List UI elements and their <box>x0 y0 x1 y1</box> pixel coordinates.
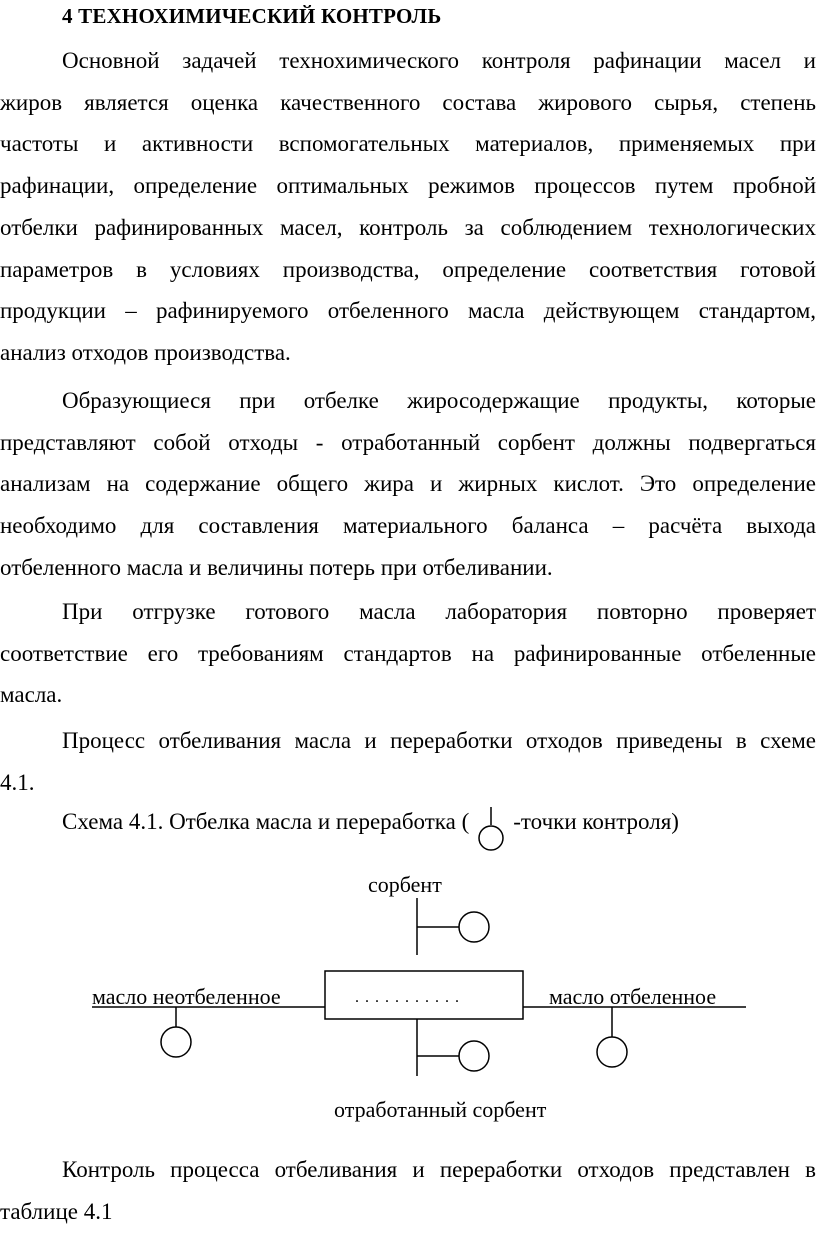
oil-out-label: масло отбеленное <box>549 984 717 1009</box>
text-line: представляют собой отходы - отработанный сорбент должны подвергаться <box>0 429 816 455</box>
text-line: необходимо для составления материального баланса – расчёта выхода <box>0 513 816 539</box>
text-line: параметров в условиях производства, определение соответствия готовой <box>0 256 816 282</box>
text-line: соответствие его требованиям стандартов на рафинированные отбеленные <box>0 640 816 666</box>
text-line: При отгрузке готового масла лаборатория повторно проверяет <box>62 599 816 624</box>
text-line: Основной задачей технохимического контроля рафинации масел и <box>62 48 816 73</box>
text-line: анализ отходов производства. <box>0 339 291 365</box>
spent-sorbent-label: отработанный сорбент <box>334 1097 547 1122</box>
text-line: Процесс отбеливания масла и переработки отходов приведены в схеме <box>62 728 816 753</box>
oil-out-control-point <box>597 1037 627 1067</box>
text-line: отбелки рафинированных масел, контроль за соблюдением технологических <box>0 214 816 240</box>
text-line: продукции – рафинируемого отбеленного масла действующем стандартом, <box>0 298 816 324</box>
text-line: анализам на содержание общего жира и жирных кислот. Это определение <box>0 471 816 497</box>
text-line: Образующиеся при отбелке жиросодержащие продукты, которые <box>62 388 816 413</box>
scheme-caption-text: Схема 4.1. Отбелка масла и переработка ( <box>62 809 470 834</box>
text-line: масла. <box>0 682 63 708</box>
paragraph-main-task <box>0 40 816 374</box>
process-box-dots: . . . . . . . . . . . <box>355 989 460 1006</box>
scheme-caption-legend: -точки контроля) <box>513 809 679 834</box>
sorbent-label: сорбент <box>368 872 442 897</box>
text-line: рафинации, определение оптимальных режимов процессов путем пробной <box>0 173 816 199</box>
paragraph-table-reference <box>0 1149 816 1232</box>
paragraph-shipment <box>0 591 816 716</box>
text-line: 4.1. <box>0 769 35 795</box>
bleaching-scheme-diagram <box>0 830 816 1130</box>
oil-in-control-point <box>161 1027 191 1057</box>
text-line: жиров является оценка качественного состава жирового сырья, степень <box>0 89 816 115</box>
paragraph-waste-products <box>0 380 816 589</box>
paragraph-process <box>0 720 816 803</box>
oil-in-label: масло неотбеленное <box>92 984 281 1009</box>
text-line: отбеленного масла и величины потерь при отбеливании. <box>0 554 553 580</box>
spent-sorbent-control-point <box>459 1041 489 1071</box>
sorbent-control-point <box>459 912 489 942</box>
text-line: таблице 4.1 <box>0 1198 113 1224</box>
section-heading: 4 ТЕХНОХИМИЧЕСКИЙ КОНТРОЛЬ <box>62 4 442 28</box>
text-line: Контроль процесса отбеливания и переработки отходов представлен в <box>62 1157 816 1182</box>
text-line: частоты и активности вспомогательных материалов, применяемых при <box>0 131 816 157</box>
